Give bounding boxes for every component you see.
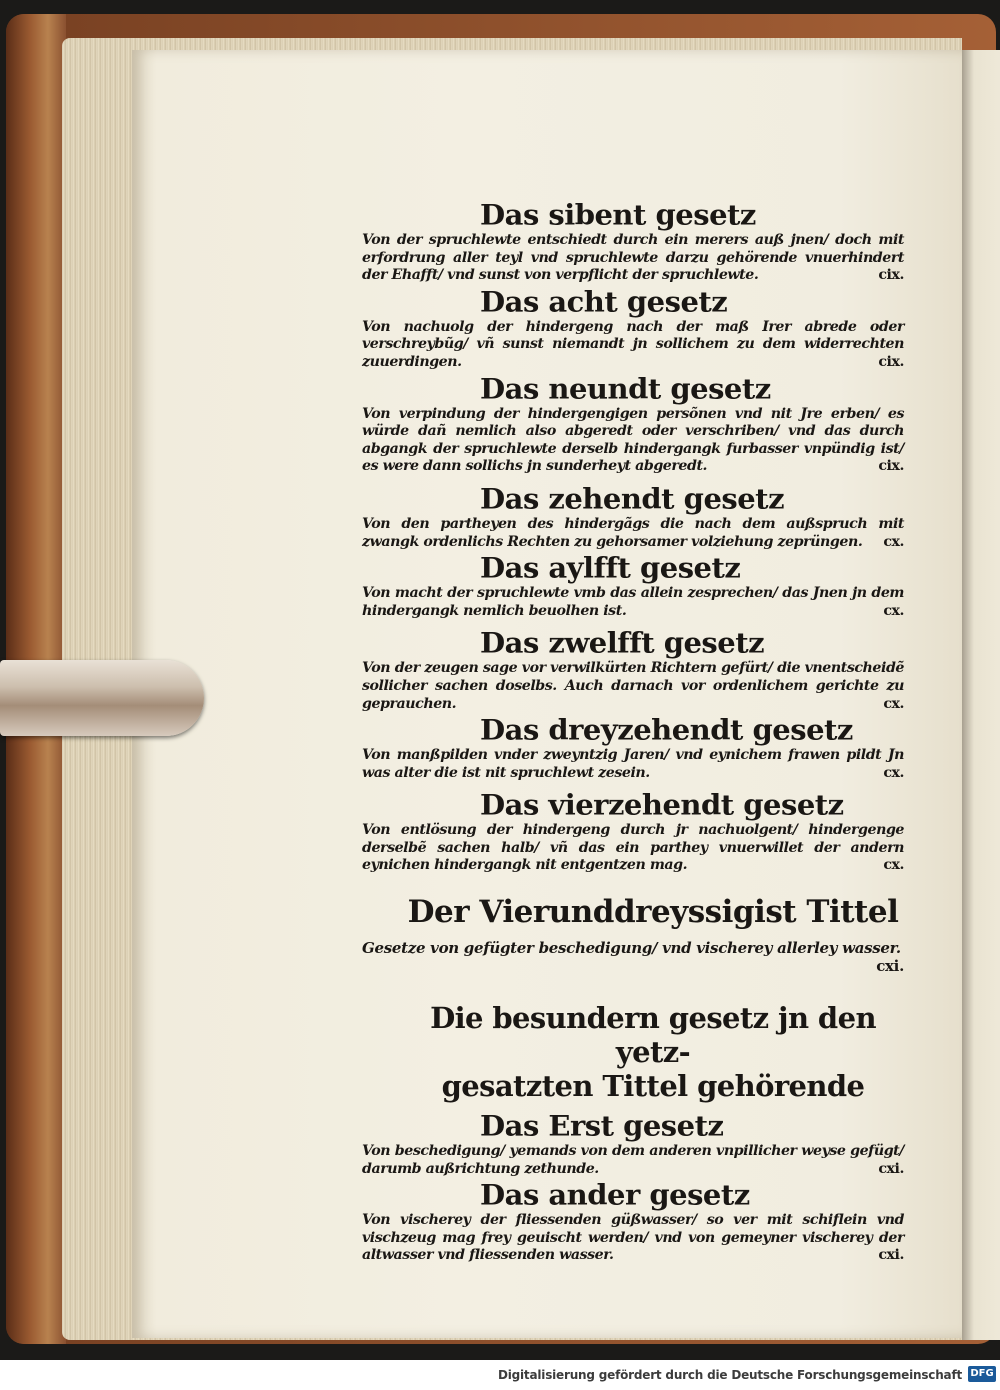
folio-ref: cix. — [878, 458, 904, 475]
entry-heading: Das acht gesetz — [480, 285, 728, 318]
entry-description: Von nachuolg der hindergeng nach der maß Irer abrede oder verschreybũg/ vñ sunst niemandt jn sollichem zu dem widerrechten zuuerdingen. cix. — [362, 318, 904, 370]
entry-heading: Das Erst gesetz — [480, 1109, 724, 1143]
entry — [362, 1109, 904, 1178]
folio-ref: cxi. — [876, 957, 904, 976]
section-title-line2: gesatzten Tittel gehörende — [441, 1069, 865, 1104]
folio-ref: cxi. — [878, 1247, 904, 1264]
folio-ref: cx. — [883, 533, 904, 550]
entry — [362, 372, 904, 476]
entry-heading: Das dreyzehendt gesetz — [480, 713, 853, 747]
entry-heading: Das vierzehendt gesetz — [480, 789, 844, 822]
entry-heading: Das neundt gesetz — [480, 372, 771, 405]
chapter-title: Der Vierunddreyssigist Tittel — [407, 894, 899, 931]
entry — [362, 626, 904, 713]
folio-ref: cx. — [883, 695, 904, 712]
funding-notice: Digitalisierung gefördert durch die Deutsche Forschungsgemeinschaft — [497, 1368, 962, 1382]
entry-description: Von manßpilden vnder zweyntzig Jaren/ vnd eynichem frawen pildt Jn was alter die ist nit spruchlewt zesein. cx. — [362, 747, 904, 781]
entry-heading: Das zehendt gesetz — [480, 482, 785, 516]
dfg-logo[interactable]: DFG — [968, 1366, 996, 1382]
entry-description: Von vischerey der fliessenden güßwasser/ so ver mit schiflein vnd vischzeug mag frey geuischt werden/ vnd von gemeyner vischerey der altwasser vnd fliessenden wasser. cxi. — [362, 1212, 904, 1264]
section-title — [362, 1001, 904, 1103]
folio-ref: cix. — [878, 267, 904, 284]
entry-heading: Das zwelfft gesetz — [480, 627, 765, 660]
section-title-line1: Die besundern gesetz jn den yetz- — [430, 1001, 876, 1070]
entry — [362, 713, 904, 782]
entry-heading: Das aylfft gesetz — [480, 551, 741, 585]
facing-page-edge — [962, 50, 1000, 1340]
bookmark-clip — [0, 660, 204, 736]
entry-heading: Das sibent gesetz — [480, 198, 756, 232]
chapter-description: Gesetze von gefügter beschedigung/ vnd vischerey allerley wasser. cxi. — [362, 939, 904, 976]
entry-description: Von macht der spruchlewte vmb das allein zesprechen/ das Jnen jn dem hindergangk nemlich beuolhen ist. cx. — [362, 585, 904, 619]
entry-description: Von beschedigung/ yemands von dem anderen vnpillicher weyse gefügt/ darumb außrichtung zethunde. cxi. — [362, 1143, 904, 1177]
entry — [362, 551, 904, 620]
folio-ref: cx. — [883, 602, 904, 619]
folio-ref: cix. — [878, 353, 904, 370]
table-of-contents-text — [362, 198, 904, 1265]
entry-description: Von verpindung der hindergengigen persõnen vnd nit Jre erben/ es würde dañ nemlich also abgeredt oder verschriben/ vnd das durch abgangk der spruchlewte derselb hindergangk furbasser vnpündig ist/ es were dann sollichs jn sunderheyt abgeredt. cix. — [362, 405, 904, 475]
entry-heading: Das ander gesetz — [480, 1179, 750, 1212]
footer-bar — [0, 1360, 1000, 1390]
entry-description: Von der spruchlewte entschiedt durch ein merers auß jnen/ doch mit erfordrung aller teyl vnd spruchlewte darzu gehörende vnuerhindert der Ehafft/ vnd sunst von verpflicht der spruchlewte. cix. — [362, 232, 904, 284]
entry — [362, 198, 904, 285]
entry — [362, 788, 904, 875]
entry-description: Von der zeugen sage vor verwilkürten Richtern gefürt/ die vnentscheidẽ sollicher sachen doselbs. Auch darnach vor ordenlichem gerichte zu geprauchen. cx. — [362, 660, 904, 712]
entry-description: Von den partheyen des hindergãgs die nach dem außspruch mit zwangk ordenlichs Rechten zu gehorsamer volziehung zeprüngen. cx. — [362, 515, 904, 550]
entry-description: Von entlösung der hindergeng durch jr nachuolgent/ hindergenge derselbẽ sachen halb/ vñ das ein parthey vnuerwillet der andern eynichen hindergangk nit entgentzen mag. cx. — [362, 822, 904, 874]
entry — [362, 1178, 904, 1265]
entry — [362, 482, 904, 551]
entries-top — [362, 198, 904, 875]
folio-ref: cx. — [883, 857, 904, 874]
folio-ref: cx. — [883, 764, 904, 781]
entry — [362, 285, 904, 372]
folio-ref: cxi. — [878, 1160, 904, 1177]
